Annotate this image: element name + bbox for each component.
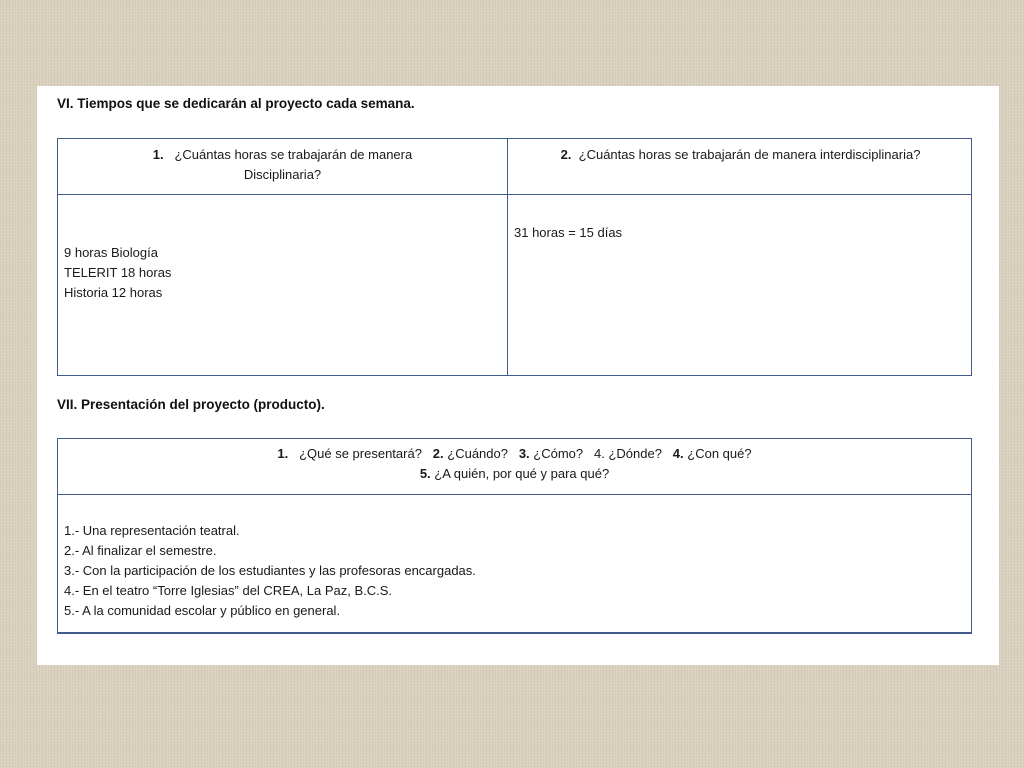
header-text-line2: Disciplinaria? (243, 167, 322, 182)
presentation-answers (64, 521, 964, 621)
question-text: ¿A quién, por qué y para qué? (434, 466, 610, 481)
interdisciplinary-hours (514, 223, 964, 243)
question-text: ¿Dónde? (608, 446, 662, 461)
question-number: 4. (672, 446, 684, 461)
header-number: 2. (560, 147, 572, 162)
section-7-heading: VII. Presentación del proyecto (producto). (57, 397, 325, 412)
question-text: ¿Qué se presentará? (299, 446, 422, 461)
time-table (57, 138, 972, 376)
answer-line: 4.- En el teatro “Torre Iglesias” del CREA, La Paz, B.C.S. (64, 583, 393, 598)
header-divider (58, 494, 971, 495)
header-text-line1: ¿Cuántas horas se trabajarán de manera (174, 147, 413, 162)
header-interdisciplinary (508, 145, 973, 165)
question-text: ¿Cuándo? (447, 446, 508, 461)
question-number: 3. (518, 446, 530, 461)
document-page (37, 86, 999, 665)
presentation-questions (58, 444, 971, 484)
question-text: ¿Con qué? (687, 446, 752, 461)
hours-line: 31 horas = 15 días (514, 225, 623, 240)
question-number: 5. (419, 466, 431, 481)
header-text: ¿Cuántas horas se trabajarán de manera interdisciplinaria? (578, 147, 921, 162)
hours-line: 9 horas Biología (64, 245, 158, 260)
disciplinary-hours (64, 243, 494, 303)
hours-line: TELERIT 18 horas (64, 265, 172, 280)
question-number: 2. (432, 446, 444, 461)
answer-line: 3.- Con la participación de los estudiantes y las profesoras encargadas. (64, 563, 476, 578)
question-number: 1. (277, 446, 289, 461)
header-disciplinary (58, 145, 507, 185)
presentation-table (57, 438, 972, 634)
question-text: ¿Cómo? (533, 446, 584, 461)
hours-line: Historia 12 horas (64, 285, 163, 300)
header-number: 1. (152, 147, 164, 162)
answer-line: 5.- A la comunidad escolar y público en general. (64, 603, 341, 618)
question-number: 4. (594, 446, 605, 461)
section-6-heading: VI. Tiempos que se dedicarán al proyecto cada semana. (57, 96, 415, 111)
answer-line: 1.- Una representación teatral. (64, 523, 240, 538)
answer-line: 2.- Al finalizar el semestre. (64, 543, 217, 558)
column-divider (507, 139, 508, 375)
header-divider (58, 194, 971, 195)
